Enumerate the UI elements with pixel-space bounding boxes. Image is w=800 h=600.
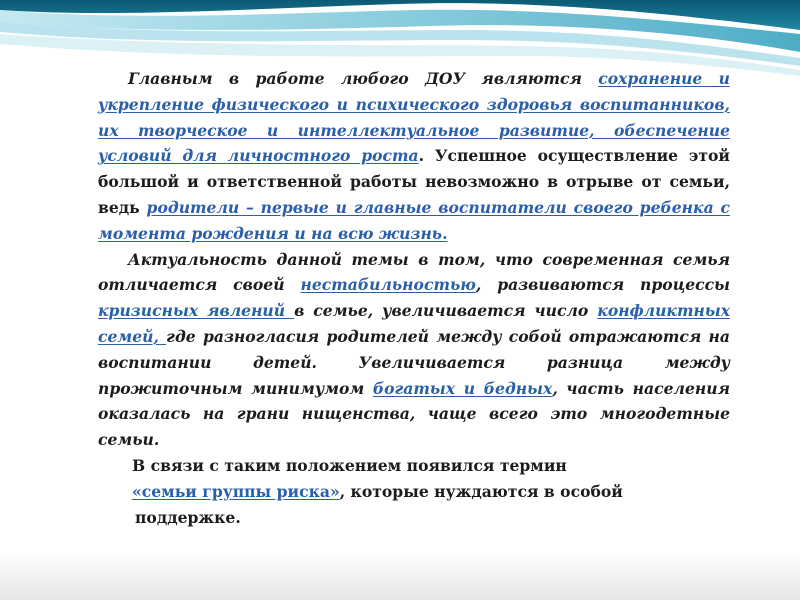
paragraph-1 [98, 66, 730, 247]
p2-text-3: в семье, увеличивается число [294, 301, 598, 321]
p2-link-1[interactable]: нестабильностью [300, 275, 476, 295]
text-body [98, 66, 730, 530]
paragraph-3-line-3: поддержке. [135, 507, 241, 527]
paragraph-2 [98, 247, 730, 453]
paragraph-3-line-2 [98, 479, 730, 505]
p2-link-2[interactable]: кризисных явлений [98, 301, 295, 321]
p2-link-3[interactable]: конфликтных семей, [98, 301, 730, 346]
p1-link-2[interactable]: родители – первые и главные воспитатели своего ребенка с момента рождения и на всю жизнь. [98, 197, 730, 243]
p2-text-5: , часть населения оказалась на грани нищенства, чаще всего это многодетные семьи. [98, 378, 730, 450]
p1-link-1[interactable]: сохранение и укрепление физического и психического здоровья воспитанников, их творческое и интеллектуальное развитие, обеспечение условий для личностного роста [98, 69, 730, 166]
p1-text-2: . Успешное осуществление этой большой и ответственной работы невозможно в отрыве от семьи, ведь [98, 146, 730, 217]
p3-link-1[interactable]: «семьи группы риска» [132, 481, 340, 501]
p2-text-2: , развиваются процессы [475, 275, 731, 295]
p1-text-1: Главным в работе любого ДОУ являются [128, 69, 599, 88]
paragraph-3-line-1: В связи с таким положением появился термин [132, 455, 567, 475]
p3-text-2: , которые нуждаются в особой [339, 481, 623, 501]
p2-text-4: где разногласия родителей между собой отражаются на воспитании детей. Увеличивается разница между прожиточным минимумом [98, 326, 731, 398]
p2-link-4[interactable]: богатых и бедных [372, 378, 553, 398]
p2-text-1: Актуальность данной темы в том, что современная семья отличается своей [98, 249, 730, 295]
